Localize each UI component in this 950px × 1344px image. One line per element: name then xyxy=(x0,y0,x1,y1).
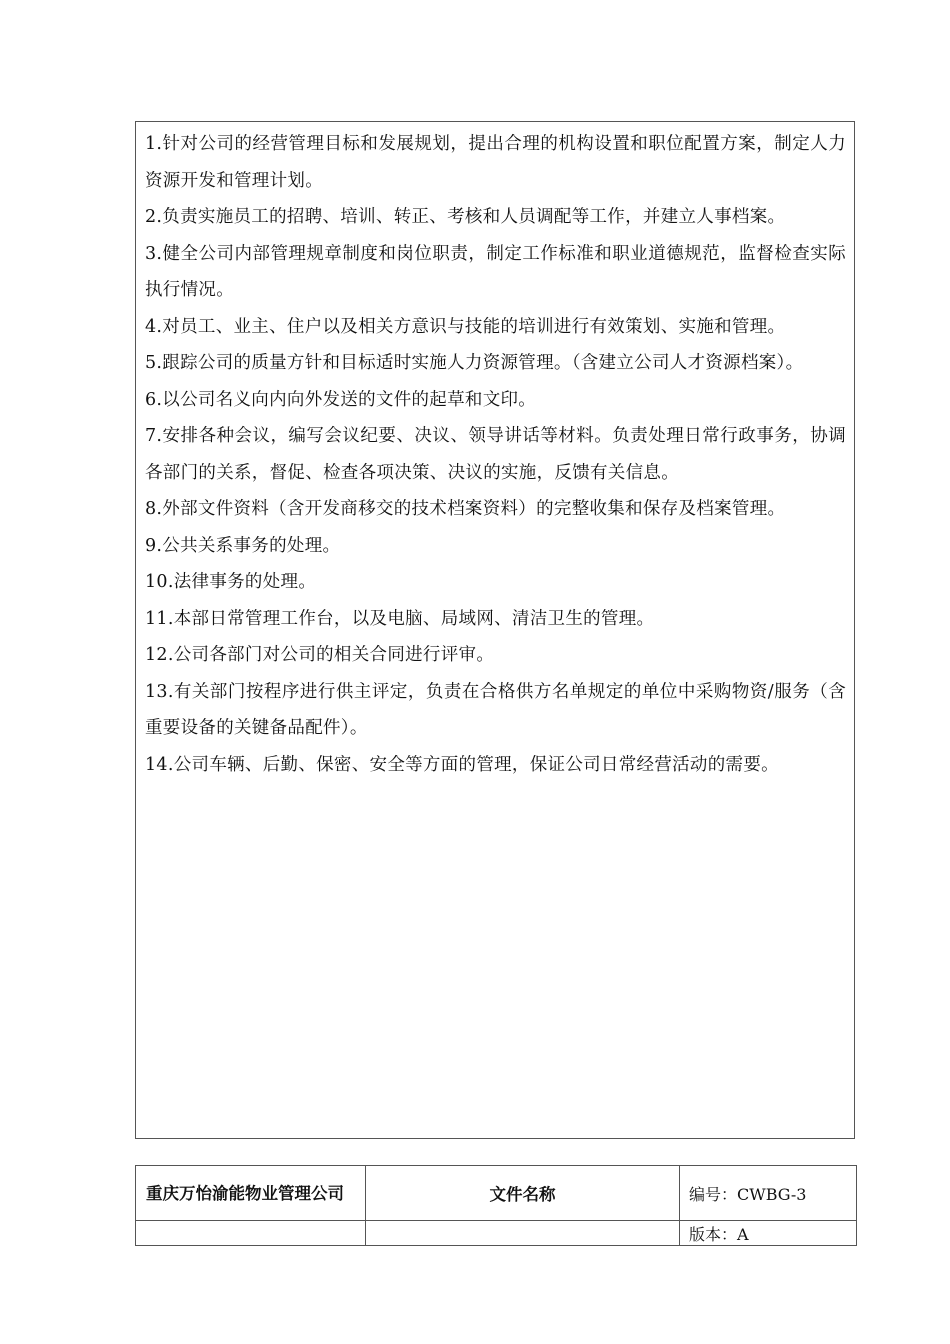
document-version: 版本：A xyxy=(680,1221,857,1246)
duty-item-6: 6.以公司名义向内向外发送的文件的起草和文印。 xyxy=(145,389,537,410)
duty-item-1: 1.针对公司的经营管理目标和发展规划，提出合理的机构设置和职位配置方案，制定人力资源开发和管理计划。 xyxy=(145,134,846,191)
duties-box xyxy=(135,121,855,1139)
duty-item-8: 8.外部文件资料（含开发商移交的技术档案资料）的完整收集和保存及档案管理。 xyxy=(145,499,786,519)
duty-item-2: 2.负责实施员工的招聘、培训、转正、考核和人员调配等工作，并建立人事档案。 xyxy=(145,207,786,227)
company-name: 重庆万怡渝能物业管理公司 xyxy=(136,1166,366,1221)
duty-item-9: 9.公共关系事务的处理。 xyxy=(145,535,341,556)
duty-item-3: 3.健全公司内部管理规章制度和岗位职责，制定工作标准和职业道德规范，监督检查实际执行情况。 xyxy=(145,243,846,300)
duty-item-13: 13.有关部门按程序进行供主评定，负责在合格供方名单规定的单位中采购物资/服务（含重要设备的关键备品配件）。 xyxy=(145,681,846,738)
duty-item-12: 12.公司各部门对公司的相关合同进行评审。 xyxy=(145,645,495,665)
duty-item-11: 11.本部日常管理工作台，以及电脑、局域网、清洁卫生的管理。 xyxy=(145,608,655,629)
empty-cell-middle xyxy=(366,1221,680,1246)
duty-item-4: 4.对员工、业主、住户以及相关方意识与技能的培训进行有效策划、实施和管理。 xyxy=(145,316,786,337)
document-code: 编号：CWBG-3 xyxy=(680,1166,857,1221)
duty-item-7: 7.安排各种会议，编写会议纪要、决议、领导讲话等材料。负责处理日常行政事务，协调各部门的关系，督促、检查各项决策、决议的实施，反馈有关信息。 xyxy=(145,426,846,483)
duty-item-10: 10.法律事务的处理。 xyxy=(145,572,317,592)
empty-cell-left xyxy=(136,1221,366,1246)
duty-item-5: 5.跟踪公司的质量方针和目标适时实施人力资源管理。（含建立公司人才资源档案）。 xyxy=(145,353,804,373)
file-name-label: 文件名称 xyxy=(366,1166,680,1221)
duty-item-14: 14.公司车辆、后勤、保密、安全等方面的管理，保证公司日常经营活动的需要。 xyxy=(145,754,779,775)
document-footer-table xyxy=(135,1165,857,1246)
